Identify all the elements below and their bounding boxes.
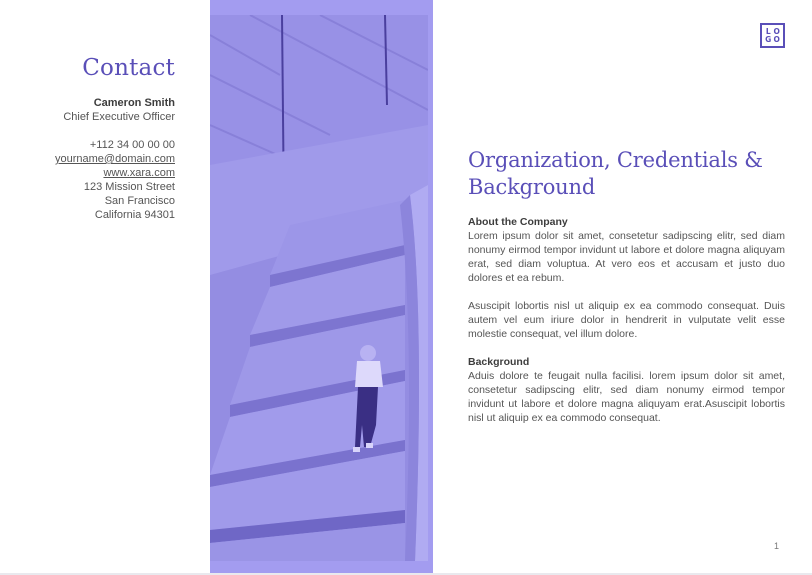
contact-title: Chief Executive Officer [63, 111, 175, 123]
staircase-photo [210, 15, 428, 561]
contact-heading: Contact [82, 55, 175, 81]
logo-letter: O [773, 26, 780, 36]
contact-address-line3: California 94301 [94, 209, 175, 221]
page-number: 1 [774, 541, 780, 551]
contact-block [40, 54, 175, 222]
contact-address-line1: 123 Mission Street [83, 181, 175, 193]
contact-name: Cameron Smith [93, 97, 175, 109]
logo-letter: G [765, 34, 772, 44]
logo-mark [760, 23, 785, 48]
about-paragraph-2: Asuscipit lobortis nisl ut aliquip ex ea commodo consequat. Duis autem vel eum iriure dolor in hendrerit in vulputate velit esse molestie consequat, vel illum dolore. [468, 300, 785, 340]
contact-address-line2: San Francisco [104, 195, 175, 207]
section-heading-background: Background [468, 356, 530, 368]
background-paragraph-1: Aduis dolore te feugait nulla facilisi. lorem ipsum dolor sit amet, consetetur sadipscing elitr, sed diam nonumy eirmod tempor invidunt ut labore et dolore magna aliquyam erat.Asuscipit lobortis nisl ut aliquip ex ea commodo consequat. [468, 370, 785, 424]
logo-letter: O [773, 34, 780, 44]
contact-phone: +112 34 00 00 00 [89, 139, 175, 151]
page-title: Organization, Credentials & Background [468, 148, 763, 199]
contact-email-link[interactable]: yourname@domain.com [55, 153, 175, 165]
about-paragraph-1: Lorem ipsum dolor sit amet, consetetur sadipscing elitr, sed diam nonumy eirmod tempor invidunt ut labore et dolore magna aliquyam erat, sed diam voluptua. At vero eos et accusam et justo duo dolores et ea rebum. [468, 230, 785, 284]
contact-website-link[interactable]: www.xara.com [103, 167, 175, 179]
section-heading-about: About the Company [468, 216, 568, 228]
main-content [468, 147, 785, 425]
image-panel [210, 0, 433, 573]
logo-letter: L [765, 26, 771, 36]
